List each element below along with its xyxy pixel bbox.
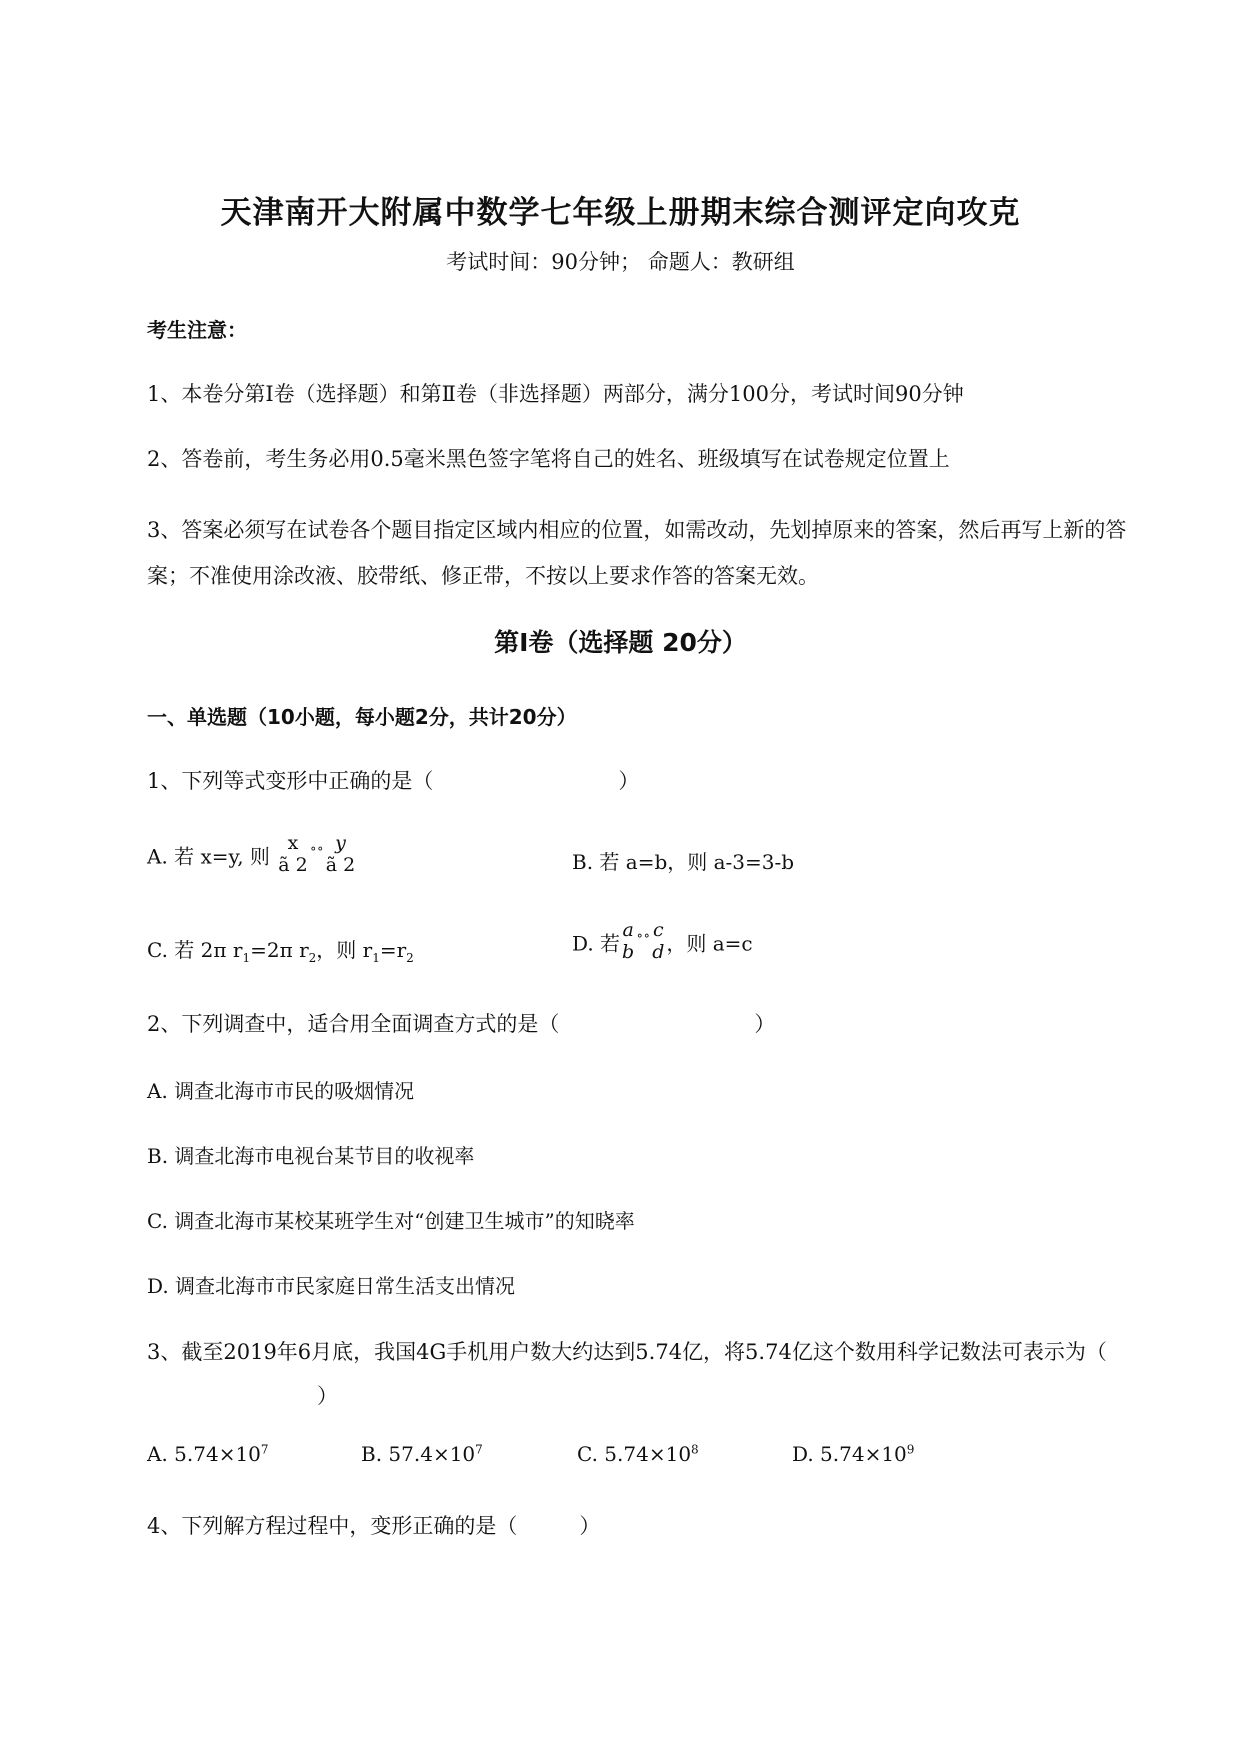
question-3-option-c: C. $5.74\times 10^8$: [577, 1442, 699, 1466]
question-3-stem: 3、截至2019年6月底，我国4G手机用户数大约达到5.74亿，将5.74亿这个数用科学记数法可表示为（）: [147, 1340, 1107, 1408]
q1-d-fraction-1: a b: [622, 919, 635, 963]
question-3-option-a: A. $5.74\times 10^7$: [147, 1442, 269, 1466]
question-3-option-b: B. $57.4\times 10^7$: [361, 1442, 483, 1466]
question-1-option-c: C. 若 2π $r_1=2\pi$ $r_2$，则 $r_1=r_2$: [147, 938, 414, 965]
question-2-option-a: A. 调查北海市市民的吸烟情况: [147, 1079, 415, 1103]
notice-item-3: 3、答案必须写在试卷各个题目指定区域内相应的位置，如需改动，先划掉原来的答案，然后再写上新的答案；不准使用涂改液、胶带纸、修正带，不按以上要求作答的答案无效。: [147, 518, 1127, 588]
question-1-stem-close: ）: [618, 769, 640, 793]
question-2-option-b: B. 调查北海市电视台某节目的收视率: [147, 1144, 475, 1168]
q1-a-fraction-1: x ã 2: [278, 832, 308, 876]
notice-item-2: 2、答卷前，考生务必用0.5毫米黑色签字笔将自己的姓名、班级填写在试卷规定位置上: [147, 447, 950, 471]
question-1-option-d: [572, 920, 753, 964]
q1-a-symbol: ˚˚: [309, 846, 324, 863]
q1-a-fraction-2: y ã 2: [325, 832, 356, 876]
q1-d-fraction-2: c d: [652, 919, 665, 963]
question-2-option-d: D. 调查北海市市民家庭日常生活支出情况: [147, 1274, 516, 1298]
q1-d-prefix: D. 若: [572, 931, 621, 956]
question-1-option-a: [147, 833, 357, 877]
exam-title: 天津南开大附属中数学七年级上册期末综合测评定向攻克: [220, 195, 1021, 231]
question-2-option-c: C. 调查北海市某校某班学生对“创建卫生城市”的知晓率: [147, 1209, 635, 1233]
q1-a-prefix: A. 若 x=y, 则: [147, 844, 270, 869]
notice-item-1: 1、本卷分第Ⅰ卷（选择题）和第Ⅱ卷（非选择题）两部分，满分100分，考试时间90分钟: [147, 382, 964, 406]
q1-d-suffix: ，则 a=c: [666, 931, 753, 956]
question-3-option-d: D. $5.74\times 10^9$: [792, 1442, 915, 1466]
q1-d-symbol: ˚˚: [636, 933, 651, 950]
question-4-stem: 4、下列解方程过程中，变形正确的是（ ）: [147, 1514, 601, 1538]
question-1-option-b: B. 若 a=b，则 a-3=3-b: [572, 850, 795, 874]
section-title: 第Ⅰ卷（选择题 20分）: [494, 628, 747, 657]
part-heading: 一、单选题（10小题，每小题2分，共计20分）: [147, 705, 577, 729]
notice-heading: 考生注意：: [147, 318, 247, 342]
question-1-stem-text: 1、下列等式变形中正确的是（: [147, 769, 434, 793]
exam-subtitle: 考试时间：90分钟； 命题人：教研组: [446, 250, 795, 274]
question-1-stem: [147, 765, 639, 795]
question-2-stem: 2、下列调查中，适合用全面调查方式的是（ ）: [147, 1012, 776, 1036]
